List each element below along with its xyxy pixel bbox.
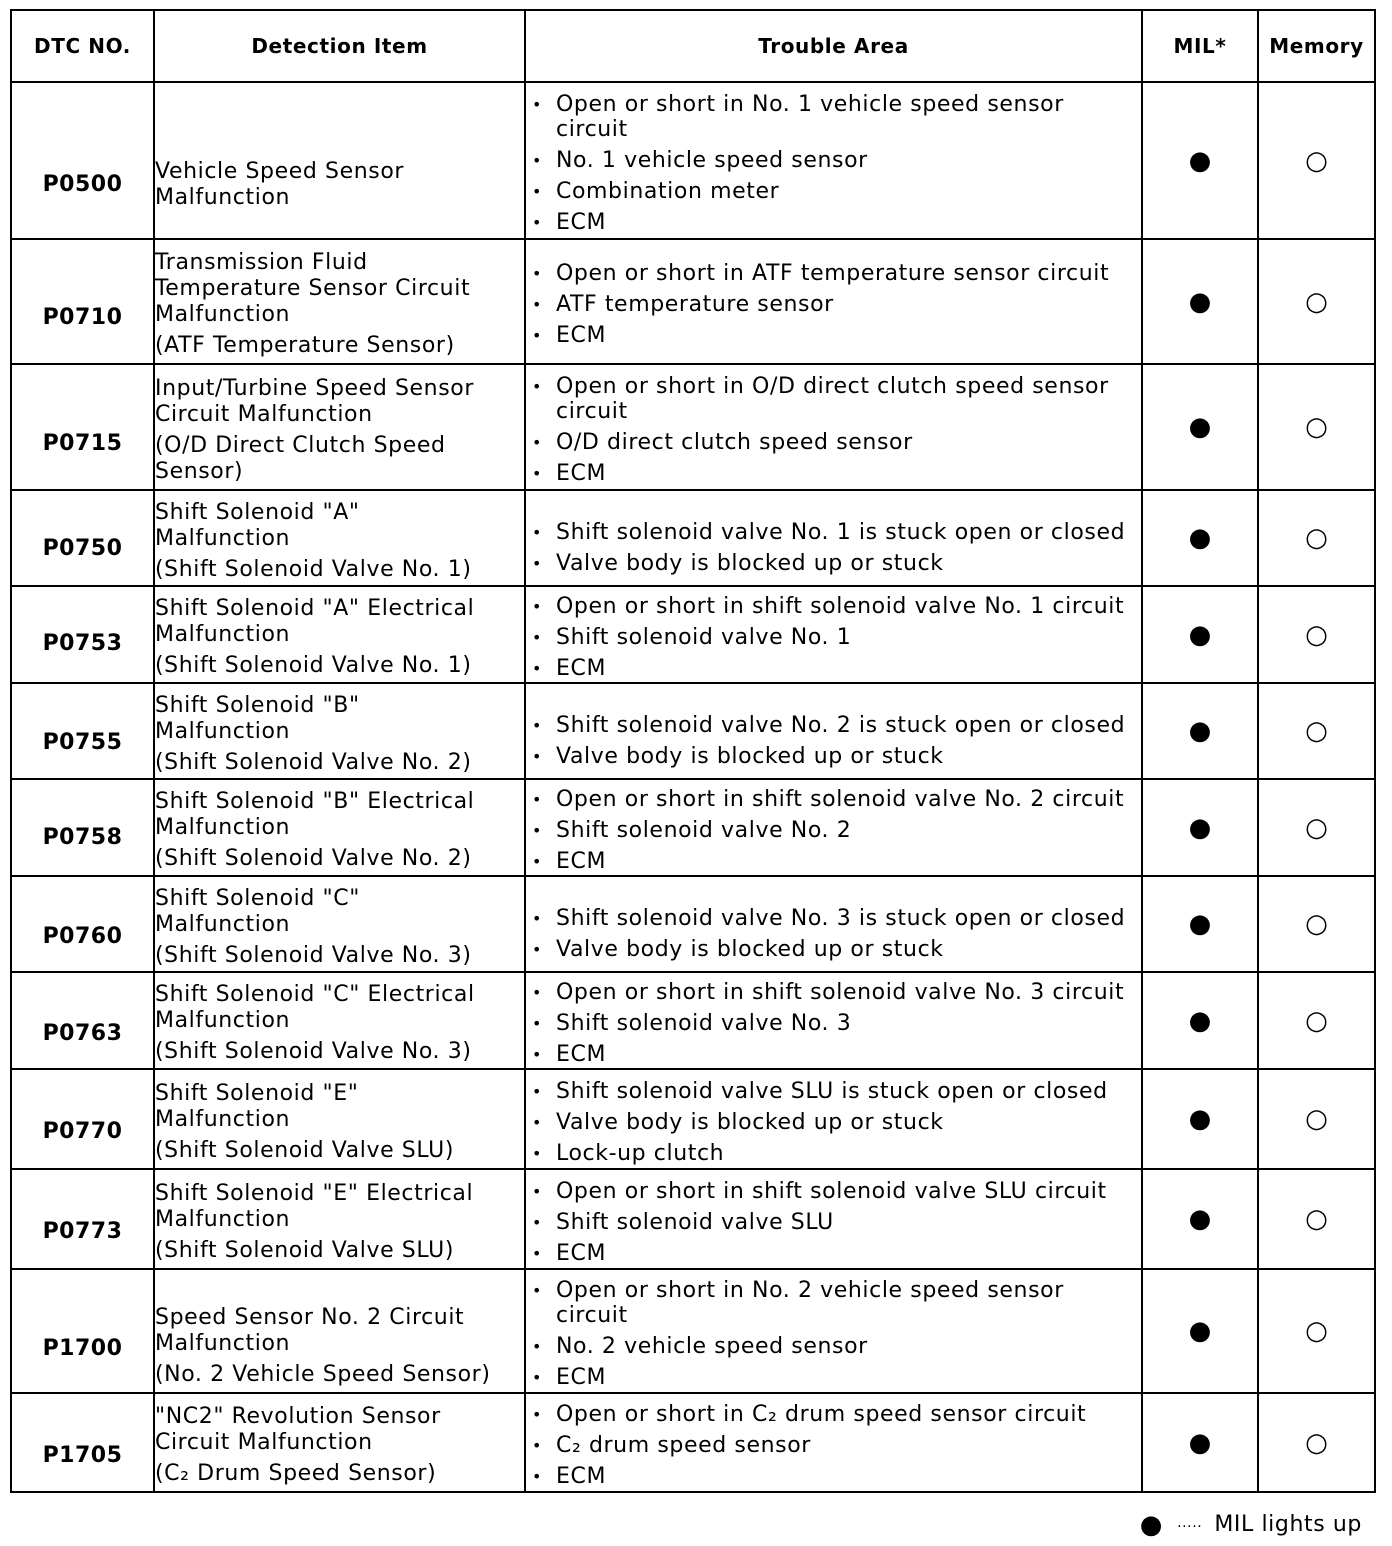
table-row — [11, 683, 1375, 779]
bullet-icon: • — [532, 1337, 543, 1356]
trouble-area-text: ECM — [556, 210, 607, 235]
detection-item-subtitle: (ATF Temperature Sensor) — [155, 333, 455, 358]
detection-item-line: Shift Solenoid "B" Electrical — [155, 789, 475, 814]
memory-open-circle-icon: ○ — [1258, 876, 1375, 972]
header-detection-item: Detection Item — [154, 10, 525, 82]
table-row — [11, 972, 1375, 1069]
bullet-icon: • — [532, 1281, 543, 1300]
trouble-area-item — [526, 148, 1141, 173]
dtc-table — [10, 9, 1376, 1493]
bullet-icon: • — [532, 1436, 543, 1455]
memory-open-circle-icon: ○ — [1258, 82, 1375, 239]
mil-filled-circle-icon: ● — [1142, 1269, 1258, 1393]
legend-text: MIL lights up — [1214, 1512, 1362, 1537]
detection-item-line: Shift Solenoid "A" Electrical — [155, 596, 475, 621]
trouble-area-item — [526, 818, 1141, 843]
bullet-icon: • — [532, 628, 543, 647]
trouble-area-text: Open or short in shift solenoid valve SLU circuit — [556, 1178, 1107, 1204]
table-row — [11, 364, 1375, 490]
trouble-area — [525, 490, 1142, 586]
detection-item-subtitle: (Shift Solenoid Valve SLU) — [155, 1237, 455, 1263]
dtc-code: P0755 — [11, 683, 154, 779]
trouble-area-list — [526, 713, 1141, 769]
detection-item-line: Malfunction — [155, 1008, 291, 1033]
mil-filled-circle-icon: ● — [1142, 1393, 1258, 1492]
bullet-icon: • — [532, 151, 543, 170]
trouble-area — [525, 1069, 1142, 1169]
mil-filled-circle-icon: ● — [1142, 1169, 1258, 1269]
trouble-area-text: Shift solenoid valve No. 3 — [556, 1011, 852, 1036]
detection-item — [154, 876, 525, 972]
trouble-area-text: Combination meter — [556, 179, 780, 204]
mil-filled-circle-icon: ● — [1142, 1069, 1258, 1169]
memory-open-circle-icon: ○ — [1258, 239, 1375, 364]
bullet-icon: • — [532, 295, 543, 314]
mil-filled-circle-icon: ● — [1142, 239, 1258, 364]
trouble-area-item — [526, 210, 1141, 235]
bullet-icon: • — [532, 433, 543, 452]
bullet-icon: • — [532, 553, 543, 573]
detection-item-line: Malfunction — [155, 815, 291, 840]
bullet-icon: • — [532, 821, 543, 840]
dtc-code: P0500 — [11, 82, 154, 239]
trouble-area — [525, 586, 1142, 683]
bullet-icon: • — [532, 522, 543, 542]
trouble-area-item — [526, 323, 1141, 348]
trouble-area-item — [526, 1433, 1141, 1458]
bullet-icon: • — [532, 1368, 543, 1387]
trouble-area-text: ECM — [556, 1464, 607, 1489]
table-row — [11, 82, 1375, 239]
trouble-area-item — [526, 594, 1141, 619]
trouble-area-list — [526, 980, 1141, 1067]
trouble-area-text: Valve body is blocked up or stuck — [556, 743, 944, 769]
trouble-area-item — [526, 1110, 1141, 1135]
trouble-area-item — [526, 744, 1141, 769]
mil-filled-circle-icon: ● — [1142, 779, 1258, 876]
trouble-area-list — [526, 1278, 1141, 1390]
table-row — [11, 1069, 1375, 1169]
trouble-area-text: Valve body is blocked up or stuck — [556, 936, 944, 962]
legend — [1140, 1510, 1362, 1540]
table-row — [11, 490, 1375, 586]
bullet-icon: • — [532, 1243, 543, 1263]
trouble-area-item — [526, 849, 1141, 874]
trouble-area-item — [526, 1365, 1141, 1390]
trouble-area-list — [526, 906, 1141, 962]
detection-item-line: Vehicle Speed Sensor — [155, 158, 405, 184]
trouble-area-text: ECM — [556, 461, 607, 486]
trouble-area-item — [526, 787, 1141, 812]
table-row — [11, 1393, 1375, 1492]
detection-item-line: Malfunction — [155, 1106, 291, 1132]
mil-filled-circle-icon: ● — [1142, 82, 1258, 239]
trouble-area-text: Valve body is blocked up or stuck — [556, 550, 944, 576]
bullet-icon: • — [532, 1467, 543, 1486]
trouble-area-item — [526, 906, 1141, 931]
trouble-area-list — [526, 261, 1141, 348]
trouble-area-text: Shift solenoid valve No. 2 is stuck open or closed — [556, 712, 1126, 738]
trouble-area — [525, 82, 1142, 239]
detection-item — [154, 364, 525, 490]
trouble-area — [525, 779, 1142, 876]
bullet-icon: • — [532, 983, 543, 1002]
detection-item — [154, 683, 525, 779]
dtc-code: P0773 — [11, 1169, 154, 1269]
detection-item-line: Malfunction — [155, 525, 291, 551]
bullet-icon: • — [532, 1405, 543, 1424]
trouble-area-text: ECM — [556, 323, 607, 348]
detection-item-subtitle: (O/D Direct Clutch Speed Sensor) — [155, 432, 446, 484]
trouble-area-text: No. 1 vehicle speed sensor — [556, 148, 868, 173]
detection-item-line: Shift Solenoid "B" — [155, 692, 360, 718]
table-row — [11, 586, 1375, 683]
trouble-area-item — [526, 713, 1141, 738]
dtc-code: P0770 — [11, 1069, 154, 1169]
trouble-area-text: Valve body is blocked up or stuck — [556, 1109, 944, 1135]
trouble-area-text: ECM — [556, 1365, 607, 1390]
bullet-icon: • — [532, 1143, 543, 1163]
detection-item — [154, 490, 525, 586]
header-trouble-area: Trouble Area — [525, 10, 1142, 82]
trouble-area-item — [526, 1141, 1141, 1166]
trouble-area-item — [526, 92, 1141, 142]
trouble-area — [525, 876, 1142, 972]
detection-item-line: Malfunction — [155, 718, 291, 744]
trouble-area-list — [526, 1402, 1141, 1489]
detection-item-subtitle: (Shift Solenoid Valve No. 2) — [155, 749, 472, 775]
bullet-icon: • — [532, 659, 543, 678]
table-row — [11, 876, 1375, 972]
detection-item-line: Temperature Sensor Circuit — [155, 276, 471, 301]
bullet-icon: • — [532, 326, 543, 345]
trouble-area-item — [526, 1042, 1141, 1067]
trouble-area-item — [526, 551, 1141, 576]
trouble-area-list — [526, 594, 1141, 681]
detection-item-subtitle: (Shift Solenoid Valve No. 1) — [155, 653, 472, 678]
dtc-code: P0715 — [11, 364, 154, 490]
trouble-area-item — [526, 656, 1141, 681]
trouble-area-text: No. 2 vehicle speed sensor — [556, 1334, 868, 1359]
trouble-area-item — [526, 1179, 1141, 1204]
detection-item-line: Speed Sensor No. 2 Circuit — [155, 1304, 465, 1330]
trouble-area-item — [526, 461, 1141, 486]
trouble-area — [525, 1169, 1142, 1269]
mil-filled-circle-icon: ● — [1142, 490, 1258, 586]
detection-item — [154, 586, 525, 683]
dtc-code: P1705 — [11, 1393, 154, 1492]
detection-item-subtitle: (Shift Solenoid Valve No. 2) — [155, 846, 472, 871]
trouble-area-text: ECM — [556, 849, 607, 874]
mil-filled-circle-icon: ● — [1142, 683, 1258, 779]
dtc-code: P0753 — [11, 586, 154, 683]
trouble-area-item — [526, 1278, 1141, 1328]
detection-item-line: Shift Solenoid "A" — [155, 499, 360, 525]
bullet-icon: • — [532, 95, 543, 114]
bullet-icon: • — [532, 939, 543, 959]
trouble-area-item — [526, 1079, 1141, 1104]
trouble-area-text: Shift solenoid valve No. 2 — [556, 818, 852, 843]
trouble-area-item — [526, 1011, 1141, 1036]
dtc-code: P0710 — [11, 239, 154, 364]
bullet-icon: • — [532, 852, 543, 871]
header-memory: Memory — [1258, 10, 1375, 82]
detection-item-line: Malfunction — [155, 302, 291, 327]
detection-item — [154, 1069, 525, 1169]
detection-item-line: Malfunction — [155, 1330, 291, 1356]
trouble-area-list — [526, 1079, 1141, 1166]
trouble-area-item — [526, 1464, 1141, 1489]
detection-item-subtitle: (Shift Solenoid Valve No. 1) — [155, 556, 472, 582]
detection-item-subtitle: (Shift Solenoid Valve SLU) — [155, 1137, 455, 1163]
legend-filled-circle-icon: ● — [1139, 1510, 1164, 1540]
memory-open-circle-icon: ○ — [1258, 1393, 1375, 1492]
trouble-area-text: ATF temperature sensor — [556, 292, 834, 317]
mil-filled-circle-icon: ● — [1142, 972, 1258, 1069]
header-dtc-no: DTC NO. — [11, 10, 154, 82]
trouble-area — [525, 683, 1142, 779]
bullet-icon: • — [532, 377, 543, 396]
table-row — [11, 1169, 1375, 1269]
detection-item — [154, 1393, 525, 1492]
trouble-area-text: Shift solenoid valve No. 3 is stuck open or closed — [556, 905, 1126, 931]
trouble-area — [525, 1393, 1142, 1492]
trouble-area — [525, 972, 1142, 1069]
detection-item — [154, 82, 525, 239]
memory-open-circle-icon: ○ — [1258, 972, 1375, 1069]
trouble-area-item — [526, 1241, 1141, 1266]
detection-item — [154, 972, 525, 1069]
bullet-icon: • — [532, 908, 543, 928]
mil-filled-circle-icon: ● — [1142, 364, 1258, 490]
detection-item-line: Shift Solenoid "E" Electrical — [155, 1180, 474, 1206]
trouble-area-list — [526, 374, 1141, 486]
detection-item-subtitle: (No. 2 Vehicle Speed Sensor) — [155, 1361, 491, 1387]
trouble-area-text: Open or short in shift solenoid valve No. 2 circuit — [556, 787, 1125, 812]
detection-item-line: Circuit Malfunction — [155, 1430, 373, 1455]
dtc-code: P0750 — [11, 490, 154, 586]
trouble-area-item — [526, 937, 1141, 962]
detection-item — [154, 1169, 525, 1269]
bullet-icon: • — [532, 182, 543, 201]
trouble-area-item — [526, 430, 1141, 455]
trouble-area-list — [526, 787, 1141, 874]
trouble-area-item — [526, 179, 1141, 204]
trouble-area-text: ECM — [556, 656, 607, 681]
trouble-area-item — [526, 1210, 1141, 1235]
detection-item-line: Malfunction — [155, 1206, 291, 1232]
detection-item-line: Shift Solenoid "C" Electrical — [155, 982, 475, 1007]
memory-open-circle-icon: ○ — [1258, 586, 1375, 683]
trouble-area-text: Shift solenoid valve SLU is stuck open or closed — [556, 1078, 1108, 1104]
trouble-area-text: Open or short in No. 2 vehicle speed sensor circuit — [556, 1278, 1064, 1328]
detection-item-line: Shift Solenoid "C" — [155, 885, 360, 911]
detection-item-subtitle: (Shift Solenoid Valve No. 3) — [155, 942, 472, 968]
trouble-area-item — [526, 292, 1141, 317]
table-row — [11, 779, 1375, 876]
bullet-icon: • — [532, 715, 543, 735]
memory-open-circle-icon: ○ — [1258, 490, 1375, 586]
dtc-code: P0758 — [11, 779, 154, 876]
bullet-icon: • — [532, 1014, 543, 1033]
bullet-icon: • — [532, 1081, 543, 1101]
trouble-area-item — [526, 374, 1141, 424]
bullet-icon: • — [532, 264, 543, 283]
trouble-area-text: Open or short in No. 1 vehicle speed sensor circuit — [556, 92, 1064, 142]
trouble-area-text: Open or short in shift solenoid valve No. 1 circuit — [556, 594, 1125, 619]
detection-item-line: Malfunction — [155, 622, 291, 647]
trouble-area-text: ECM — [556, 1240, 607, 1266]
trouble-area-text: Open or short in O/D direct clutch speed sensor circuit — [556, 374, 1109, 424]
table-row — [11, 239, 1375, 364]
bullet-icon: • — [532, 790, 543, 809]
bullet-icon: • — [532, 1112, 543, 1132]
trouble-area-list — [526, 1179, 1141, 1266]
trouble-area-text: Open or short in shift solenoid valve No. 3 circuit — [556, 980, 1125, 1005]
trouble-area-text: O/D direct clutch speed sensor — [556, 430, 913, 455]
dtc-code: P1700 — [11, 1269, 154, 1393]
bullet-icon: • — [532, 1212, 543, 1232]
header-row — [11, 10, 1375, 82]
trouble-area-text: Shift solenoid valve SLU — [556, 1209, 834, 1235]
memory-open-circle-icon: ○ — [1258, 683, 1375, 779]
table-row — [11, 1269, 1375, 1393]
trouble-area-list — [526, 92, 1141, 235]
legend-leader-dots: ····· — [1177, 1519, 1203, 1535]
trouble-area-text: Open or short in ATF temperature sensor circuit — [556, 261, 1110, 286]
dtc-code: P0763 — [11, 972, 154, 1069]
bullet-icon: • — [532, 1045, 543, 1064]
detection-item — [154, 239, 525, 364]
mil-filled-circle-icon: ● — [1142, 586, 1258, 683]
bullet-icon: • — [532, 746, 543, 766]
trouble-area-text: Lock-up clutch — [556, 1140, 725, 1166]
trouble-area-text: C₂ drum speed sensor — [556, 1433, 811, 1458]
detection-item — [154, 1269, 525, 1393]
memory-open-circle-icon: ○ — [1258, 364, 1375, 490]
trouble-area-item — [526, 520, 1141, 545]
bullet-icon: • — [532, 597, 543, 616]
trouble-area-text: Open or short in C₂ drum speed sensor circuit — [556, 1402, 1087, 1427]
memory-open-circle-icon: ○ — [1258, 779, 1375, 876]
dtc-code: P0760 — [11, 876, 154, 972]
detection-item-line: Transmission Fluid — [155, 250, 368, 275]
detection-item-line: Malfunction — [155, 911, 291, 937]
detection-item — [154, 779, 525, 876]
trouble-area-text: Shift solenoid valve No. 1 — [556, 625, 852, 650]
detection-item-line: "NC2" Revolution Sensor — [155, 1404, 441, 1429]
trouble-area-text: Shift solenoid valve No. 1 is stuck open or closed — [556, 519, 1126, 545]
memory-open-circle-icon: ○ — [1258, 1069, 1375, 1169]
trouble-area-item — [526, 980, 1141, 1005]
bullet-icon: • — [532, 464, 543, 483]
detection-item-line: Input/Turbine Speed Sensor — [155, 375, 474, 401]
trouble-area — [525, 364, 1142, 490]
trouble-area-item — [526, 625, 1141, 650]
trouble-area-item — [526, 261, 1141, 286]
trouble-area-list — [526, 520, 1141, 576]
detection-item-line: Circuit Malfunction — [155, 401, 373, 427]
mil-filled-circle-icon: ● — [1142, 876, 1258, 972]
trouble-area — [525, 239, 1142, 364]
memory-open-circle-icon: ○ — [1258, 1269, 1375, 1393]
trouble-area-item — [526, 1334, 1141, 1359]
detection-item-line: Shift Solenoid "E" — [155, 1080, 359, 1106]
bullet-icon: • — [532, 213, 543, 232]
detection-item-line: Malfunction — [155, 184, 291, 210]
header-mil: MIL* — [1142, 10, 1258, 82]
bullet-icon: • — [532, 1181, 543, 1201]
memory-open-circle-icon: ○ — [1258, 1169, 1375, 1269]
trouble-area — [525, 1269, 1142, 1393]
trouble-area-item — [526, 1402, 1141, 1427]
detection-item-subtitle: (C₂ Drum Speed Sensor) — [155, 1461, 437, 1486]
detection-item-subtitle: (Shift Solenoid Valve No. 3) — [155, 1039, 472, 1064]
trouble-area-text: ECM — [556, 1042, 607, 1067]
